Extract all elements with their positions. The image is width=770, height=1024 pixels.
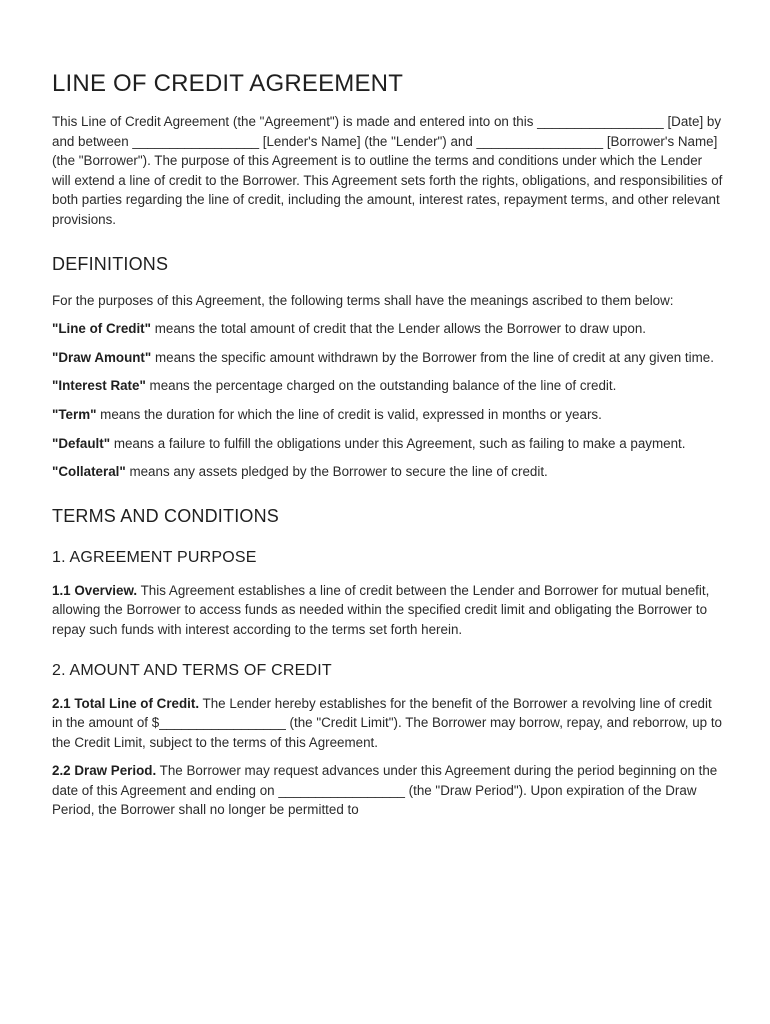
definition-item — [52, 348, 724, 368]
document-page — [52, 70, 724, 829]
definition-text: means the duration for which the line of credit is valid, expressed in months or years. — [96, 406, 602, 422]
clause-label: 2.1 Total Line of Credit. — [52, 695, 200, 711]
definitions-heading: DEFINITIONS — [52, 253, 169, 274]
clause-text: The Borrower may request advances under this Agreement during the period beginning on the date of this Agreement and ending on _________________ (the "Draw Period"). Upon expiration of the Draw Period, the Borrower shall no longer be permitted to — [52, 763, 718, 818]
definition-text: means a failure to fulfill the obligations under this Agreement, such as failing to make a payment. — [110, 435, 686, 451]
definition-item — [52, 405, 724, 425]
definitions-lead: For the purposes of this Agreement, the following terms shall have the meanings ascribed to them below: — [52, 292, 674, 308]
definition-term: "Draw Amount" — [52, 349, 152, 365]
document-title: LINE OF CREDIT AGREEMENT — [52, 70, 404, 97]
definition-text: means the percentage charged on the outstanding balance of the line of credit. — [145, 378, 617, 394]
definition-text: means any assets pledged by the Borrower to secure the line of credit. — [125, 464, 548, 480]
definition-text: means the total amount of credit that the Lender allows the Borrower to draw upon. — [151, 321, 646, 337]
clause-text: This Agreement establishes a line of credit between the Lender and Borrower for mutual benefit, allowing the Borrower to access funds as needed within the specified credit limit and obligating the Borrower to repay such funds with interest according to the terms set forth herein. — [52, 582, 710, 637]
definition-item — [52, 434, 724, 454]
clause-label: 1.1 Overview. — [52, 582, 138, 598]
definition-item — [52, 462, 724, 482]
section-1-heading: 1. AGREEMENT PURPOSE — [52, 548, 257, 566]
definition-term: "Interest Rate" — [52, 378, 146, 394]
clause-1-1 — [52, 581, 724, 640]
terms-heading: TERMS AND CONDITIONS — [52, 505, 280, 526]
definition-term: "Default" — [52, 435, 111, 451]
definition-item — [52, 376, 724, 396]
clause-2-1 — [52, 694, 724, 753]
definition-item — [52, 319, 724, 339]
clause-label: 2.2 Draw Period. — [52, 763, 157, 779]
intro-paragraph: This Line of Credit Agreement (the "Agreement") is made and entered into on this _________________ [Date] by and between _________________ [Lender's Name] (the "Lender") and _________________ [Borrower's Name] (the "Borrower"). The purpose of this Agreement is to outline the terms and conditions under which the Lender will extend a line of credit to the Borrower. This Agreement sets forth the rights, obligations, and responsibilities of both parties regarding the line of credit, including the amount, interest rates, repayment terms, and other relevant provisions. — [52, 114, 723, 227]
definition-term: "Term" — [52, 406, 97, 422]
definition-text: means the specific amount withdrawn by the Borrower from the line of credit at any given time. — [151, 349, 714, 365]
clause-text: The Lender hereby establishes for the benefit of the Borrower a revolving line of credit in the amount of $_________________ (the "Credit Limit"). The Borrower may borrow, repay, and reborrow, up to the Credit Limit, subject to the terms of this Agreement. — [52, 695, 723, 750]
definition-term: "Line of Credit" — [52, 321, 151, 337]
section-2-heading: 2. AMOUNT AND TERMS OF CREDIT — [52, 661, 332, 679]
definition-term: "Collateral" — [52, 464, 126, 480]
clause-2-2 — [52, 761, 724, 820]
